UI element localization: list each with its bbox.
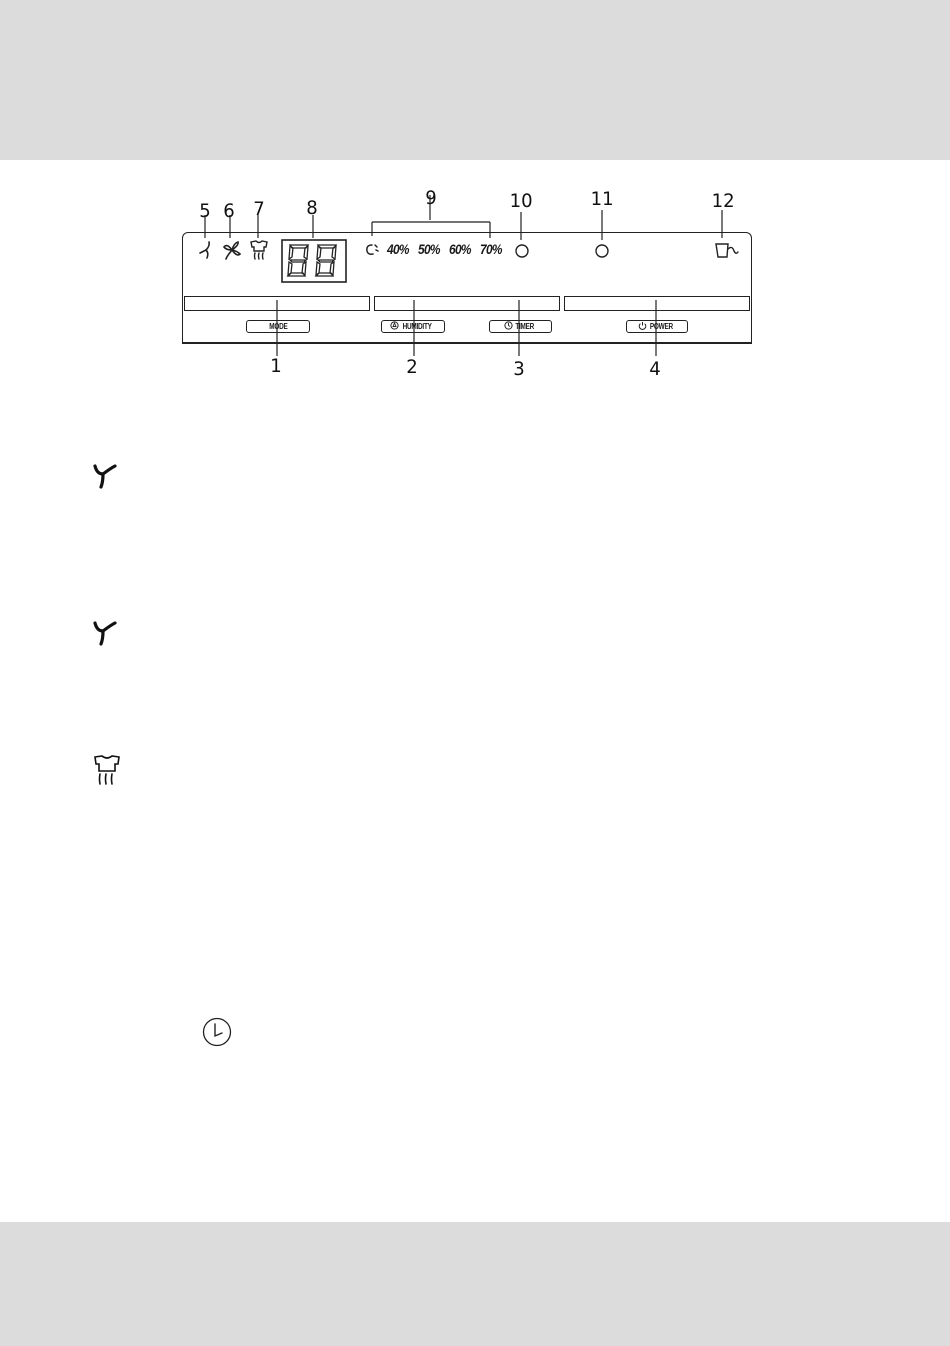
header-gray-band xyxy=(0,0,950,160)
timer-legend-icon xyxy=(201,1016,233,1048)
water-tank-full-icon xyxy=(714,240,740,260)
fan-speed-legend-icon xyxy=(89,460,119,490)
callout-9: 9 xyxy=(425,187,437,209)
callout-5: 5 xyxy=(199,200,211,222)
callout-10: 10 xyxy=(509,190,533,212)
mode-button[interactable]: MODE xyxy=(246,320,310,333)
callout-7: 7 xyxy=(253,198,265,220)
callout-1: 1 xyxy=(270,355,282,377)
high-fan-speed-icon xyxy=(221,239,243,261)
callout-4: 4 xyxy=(649,358,661,380)
timer-icon xyxy=(504,321,513,330)
callout-2: 2 xyxy=(406,356,418,378)
power-touch-area[interactable] xyxy=(564,296,750,311)
timer-button[interactable]: TIMER xyxy=(489,320,552,333)
laundry-legend-icon xyxy=(93,754,121,786)
humidity-button[interactable]: HUMIDITY xyxy=(381,320,445,333)
timer-indicator-icon xyxy=(514,243,530,259)
humidity-drop-icon xyxy=(390,321,399,330)
humidity-level-40: 40% xyxy=(387,241,409,257)
callout-3: 3 xyxy=(513,358,525,380)
power-button[interactable]: POWER xyxy=(626,320,688,333)
callout-11: 11 xyxy=(590,188,614,210)
power-icon xyxy=(638,321,647,330)
mode-touch-area[interactable] xyxy=(184,296,370,311)
power-indicator-icon xyxy=(594,243,610,259)
footer-gray-band xyxy=(0,1222,950,1346)
callout-12: 12 xyxy=(711,190,735,212)
humidity-level-70: 70% xyxy=(480,241,502,257)
callout-6: 6 xyxy=(223,200,235,222)
callout-8: 8 xyxy=(306,197,318,219)
humidity-touch-area[interactable] xyxy=(374,296,560,311)
humidity-level-50: 50% xyxy=(418,241,440,257)
laundry-dry-icon xyxy=(249,239,269,261)
seven-segment-display xyxy=(281,239,347,283)
control-panel-bottom-edge xyxy=(182,342,752,344)
humidity-level-60: 60% xyxy=(449,241,471,257)
fan-speed-legend-icon-2 xyxy=(89,617,119,647)
low-fan-speed-icon xyxy=(196,240,216,260)
continuous-mode-icon xyxy=(363,242,381,258)
